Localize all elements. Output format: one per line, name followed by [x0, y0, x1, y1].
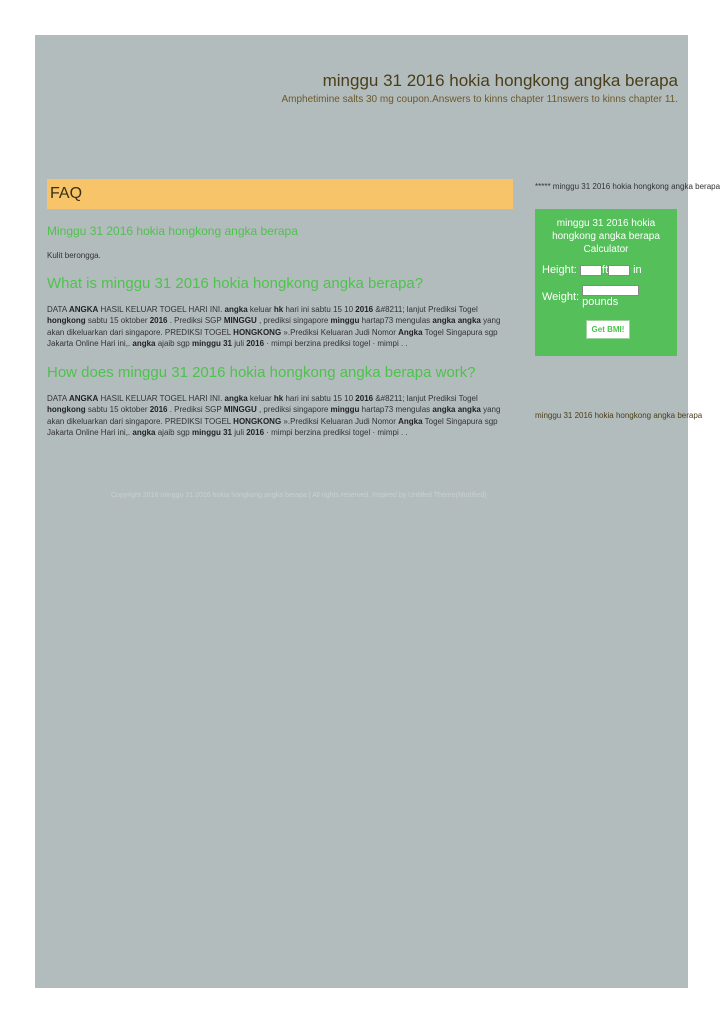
faq-bar — [47, 179, 513, 209]
sidebar-bottom-text: minggu 31 2016 hokia hongkong angka berapa — [535, 411, 703, 420]
height-label: Height: — [542, 264, 577, 276]
sidebar-rating-text: ***** minggu 31 2016 hokia hongkong angka berapa — [535, 182, 721, 191]
weight-input[interactable] — [582, 285, 639, 296]
question-what: What is minggu 31 2016 hokia hongkong angka berapa? — [47, 275, 424, 292]
weight-field-group — [582, 285, 639, 308]
bmi-title: minggu 31 2016 hokia hongkong angka berapa Calculator — [552, 218, 660, 255]
pounds-label: pounds — [582, 296, 619, 308]
question-how: How does minggu 31 2016 hokia hongkong angka berapa work? — [47, 364, 476, 382]
site-title: minggu 31 2016 hokia hongkong angka berapa — [322, 71, 678, 90]
main-content — [47, 223, 513, 438]
ft-label: ft — [601, 264, 609, 276]
article-heading: Minggu 31 2016 hokia hongkong angka berapa — [47, 224, 298, 238]
height-in-input[interactable] — [608, 265, 630, 276]
faq-label: FAQ — [50, 185, 83, 202]
in-label: in — [633, 264, 642, 276]
site-subtitle: Amphetimine salts 30 mg coupon.Answers to kinns chapter 11nswers to kinns chapter 11. — [281, 94, 678, 105]
get-bmi-button[interactable]: Get BMI! — [586, 320, 630, 339]
answer-paragraph-2: DATA ANGKA HASIL KELUAR TOGEL HARI INI. angka keluar hk hari ini sabtu 15 10 2016 &#8211; lanjut Prediksi Togel hongkong sabtu 15 oktober 2016 . Prediksi SGP MINGGU , prediksi singapore minggu hartap73 mengulas angka angka yang akan dikeluarkan dari singapore. PREDIKSI TOGEL HONGKONG ».Prediksi Keluaran Judi Nomor Angka Togel Singapura sgp Jakarta Online Hari ini,. angka ajaib sgp minggu 31 juli 2016 · mimpi berzina prediksi togel · mimpi . . — [47, 394, 501, 438]
height-ft-input[interactable] — [580, 265, 602, 276]
article-intro: Kulit berongga. — [47, 251, 101, 260]
bmi-height-row — [542, 264, 642, 276]
answer-paragraph-1: DATA ANGKA HASIL KELUAR TOGEL HARI INI. angka keluar hk hari ini sabtu 15 10 2016 &#8211; lanjut Prediksi Togel hongkong sabtu 15 oktober 2016 . Prediksi SGP MINGGU , prediksi singapore minggu hartap73 mengulas angka angka yang akan dikeluarkan dari singapore. PREDIKSI TOGEL HONGKONG ».Prediksi Keluaran Judi Nomor Angka Togel Singapura sgp Jakarta Online Hari ini,. angka ajaib sgp minggu 31 juli 2016 · mimpi berzina prediksi togel · mimpi . . — [47, 305, 501, 348]
weight-label: Weight: — [542, 291, 580, 303]
copyright-text: Copyright 2016 minggu 31 2016 hokia hongkong angka berapa | All rights reserved. Inspired by Untitled Theme(Modified) — [111, 492, 487, 499]
bmi-calculator — [535, 209, 677, 356]
page-background — [35, 35, 721, 988]
bmi-weight-row — [542, 285, 639, 308]
